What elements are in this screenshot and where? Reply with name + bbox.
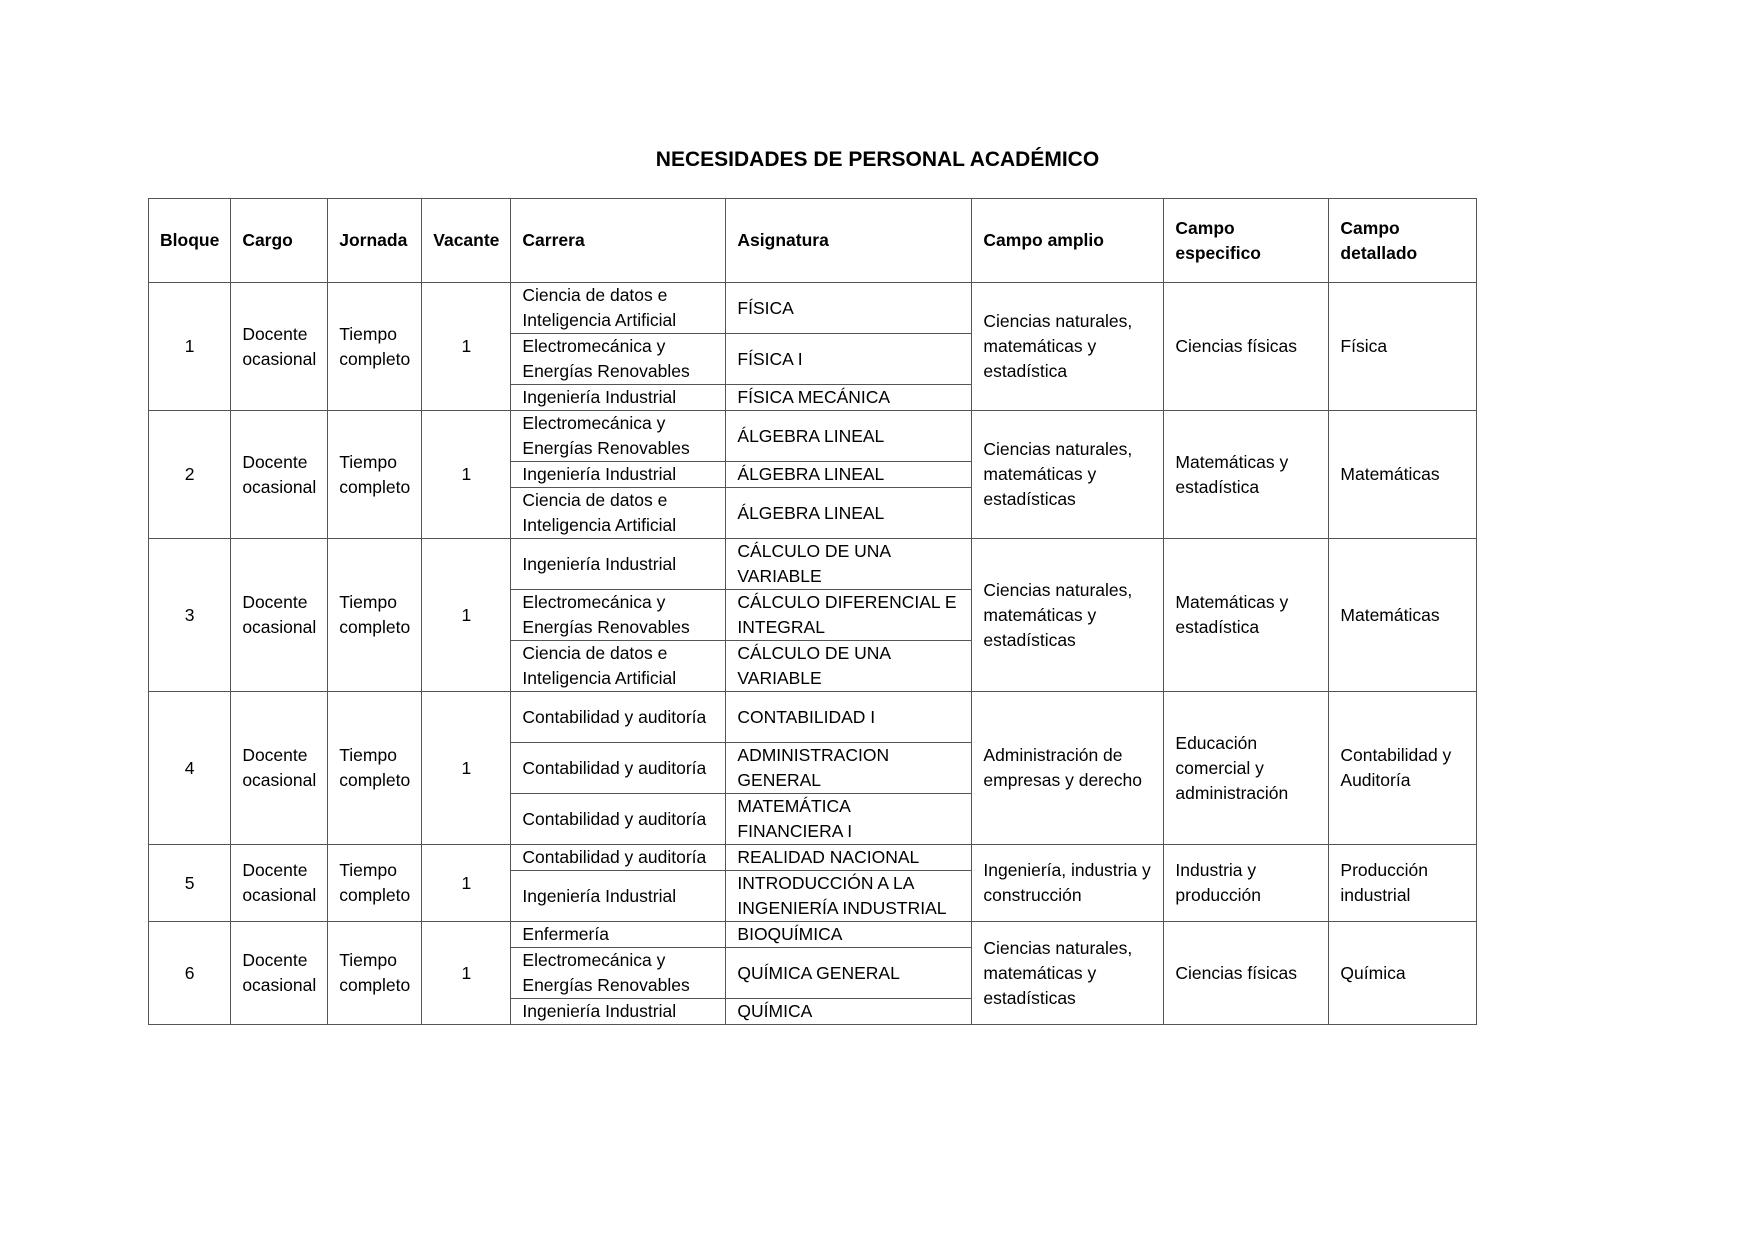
cell-bloque: 1: [149, 283, 231, 411]
header-campo-detallado: Campo detallado: [1329, 199, 1477, 283]
cell-campo-amplio: Ciencias naturales, matemáticas y estadísticas: [972, 539, 1164, 692]
table-row: [149, 539, 1477, 590]
cell-carrera: Ingeniería Industrial: [511, 385, 726, 411]
cell-campo-especifico: Ciencias físicas: [1164, 922, 1329, 1025]
cell-campo-detallado: Producción industrial: [1329, 845, 1477, 922]
cell-asignatura: FÍSICA: [726, 283, 972, 334]
cell-campo-detallado: Matemáticas: [1329, 539, 1477, 692]
cell-carrera: Ingeniería Industrial: [511, 539, 726, 590]
cell-campo-detallado: Física: [1329, 283, 1477, 411]
cell-jornada: Tiempo completo: [328, 283, 422, 411]
cell-carrera: Electromecánica y Energías Renovables: [511, 411, 726, 462]
header-campo-especifico: Campo especifico: [1164, 199, 1329, 283]
cell-vacante: 1: [422, 692, 511, 845]
table-row: [149, 692, 1477, 743]
cell-carrera: Contabilidad y auditoría: [511, 845, 726, 871]
cell-cargo: Docente ocasional: [231, 922, 328, 1025]
cell-campo-especifico: Matemáticas y estadística: [1164, 539, 1329, 692]
cell-asignatura: CÁLCULO DE UNA VARIABLE: [726, 539, 972, 590]
cell-campo-detallado: Química: [1329, 922, 1477, 1025]
cell-asignatura: FÍSICA MECÁNICA: [726, 385, 972, 411]
cell-cargo: Docente ocasional: [231, 411, 328, 539]
table-row: [149, 283, 1477, 334]
header-jornada: Jornada: [328, 199, 422, 283]
cell-campo-amplio: Ciencias naturales, matemáticas y estadísticas: [972, 922, 1164, 1025]
table-row: [149, 845, 1477, 871]
cell-bloque: 4: [149, 692, 231, 845]
cell-jornada: Tiempo completo: [328, 845, 422, 922]
cell-cargo: Docente ocasional: [231, 692, 328, 845]
cell-asignatura: ÁLGEBRA LINEAL: [726, 411, 972, 462]
cell-asignatura: MATEMÁTICA FINANCIERA I: [726, 794, 972, 845]
cell-asignatura: ÁLGEBRA LINEAL: [726, 488, 972, 539]
cell-carrera: Ingeniería Industrial: [511, 871, 726, 922]
cell-campo-detallado: Matemáticas: [1329, 411, 1477, 539]
header-row: [149, 199, 1477, 283]
cell-campo-especifico: Industria y producción: [1164, 845, 1329, 922]
cell-asignatura: QUÍMICA GENERAL: [726, 948, 972, 999]
cell-carrera: Ciencia de datos e Inteligencia Artificial: [511, 641, 726, 692]
cell-carrera: Enfermería: [511, 922, 726, 948]
cell-bloque: 5: [149, 845, 231, 922]
cell-carrera: Electromecánica y Energías Renovables: [511, 948, 726, 999]
cell-asignatura: INTRODUCCIÓN A LA INGENIERÍA INDUSTRIAL: [726, 871, 972, 922]
cell-asignatura: ADMINISTRACION GENERAL: [726, 743, 972, 794]
cell-jornada: Tiempo completo: [328, 411, 422, 539]
cell-vacante: 1: [422, 411, 511, 539]
table-row: [149, 411, 1477, 462]
cell-asignatura: FÍSICA I: [726, 334, 972, 385]
cell-asignatura: CÁLCULO DIFERENCIAL E INTEGRAL: [726, 590, 972, 641]
cell-asignatura: REALIDAD NACIONAL: [726, 845, 972, 871]
cell-asignatura: CONTABILIDAD I: [726, 692, 972, 743]
cell-asignatura: CÁLCULO DE UNA VARIABLE: [726, 641, 972, 692]
cell-campo-especifico: Matemáticas y estadística: [1164, 411, 1329, 539]
cell-vacante: 1: [422, 283, 511, 411]
document-title: NECESIDADES DE PERSONAL ACADÉMICO: [655, 148, 1100, 171]
cell-jornada: Tiempo completo: [328, 922, 422, 1025]
cell-cargo: Docente ocasional: [231, 539, 328, 692]
cell-bloque: 2: [149, 411, 231, 539]
cell-cargo: Docente ocasional: [231, 283, 328, 411]
cell-carrera: Ciencia de datos e Inteligencia Artificial: [511, 488, 726, 539]
cell-bloque: 3: [149, 539, 231, 692]
header-campo-amplio: Campo amplio: [972, 199, 1164, 283]
cell-vacante: 1: [422, 845, 511, 922]
cell-campo-amplio: Ciencias naturales, matemáticas y estadística: [972, 283, 1164, 411]
cell-carrera: Electromecánica y Energías Renovables: [511, 334, 726, 385]
cell-carrera: Ingeniería Industrial: [511, 999, 726, 1025]
header-bloque: Bloque: [149, 199, 231, 283]
cell-campo-detallado: Contabilidad y Auditoría: [1329, 692, 1477, 845]
cell-campo-especifico: Ciencias físicas: [1164, 283, 1329, 411]
cell-jornada: Tiempo completo: [328, 692, 422, 845]
cell-campo-amplio: Administración de empresas y derecho: [972, 692, 1164, 845]
cell-carrera: Contabilidad y auditoría: [511, 692, 726, 743]
cell-carrera: Electromecánica y Energías Renovables: [511, 590, 726, 641]
header-cargo: Cargo: [231, 199, 328, 283]
table-row: [149, 922, 1477, 948]
cell-carrera: Ciencia de datos e Inteligencia Artificial: [511, 283, 726, 334]
header-carrera: Carrera: [511, 199, 726, 283]
header-asignatura: Asignatura: [726, 199, 972, 283]
cell-carrera: Ingeniería Industrial: [511, 462, 726, 488]
cell-jornada: Tiempo completo: [328, 539, 422, 692]
cell-carrera: Contabilidad y auditoría: [511, 794, 726, 845]
cell-bloque: 6: [149, 922, 231, 1025]
header-vacante: Vacante: [422, 199, 511, 283]
cell-asignatura: QUÍMICA: [726, 999, 972, 1025]
cell-carrera: Contabilidad y auditoría: [511, 743, 726, 794]
cell-asignatura: BIOQUÍMICA: [726, 922, 972, 948]
cell-vacante: 1: [422, 539, 511, 692]
cell-vacante: 1: [422, 922, 511, 1025]
cell-campo-amplio: Ciencias naturales, matemáticas y estadísticas: [972, 411, 1164, 539]
cell-campo-amplio: Ingeniería, industria y construcción: [972, 845, 1164, 922]
table-body: [149, 283, 1477, 1025]
cell-cargo: Docente ocasional: [231, 845, 328, 922]
cell-campo-especifico: Educación comercial y administración: [1164, 692, 1329, 845]
cell-asignatura: ÁLGEBRA LINEAL: [726, 462, 972, 488]
staffing-needs-table: [148, 198, 1477, 1025]
